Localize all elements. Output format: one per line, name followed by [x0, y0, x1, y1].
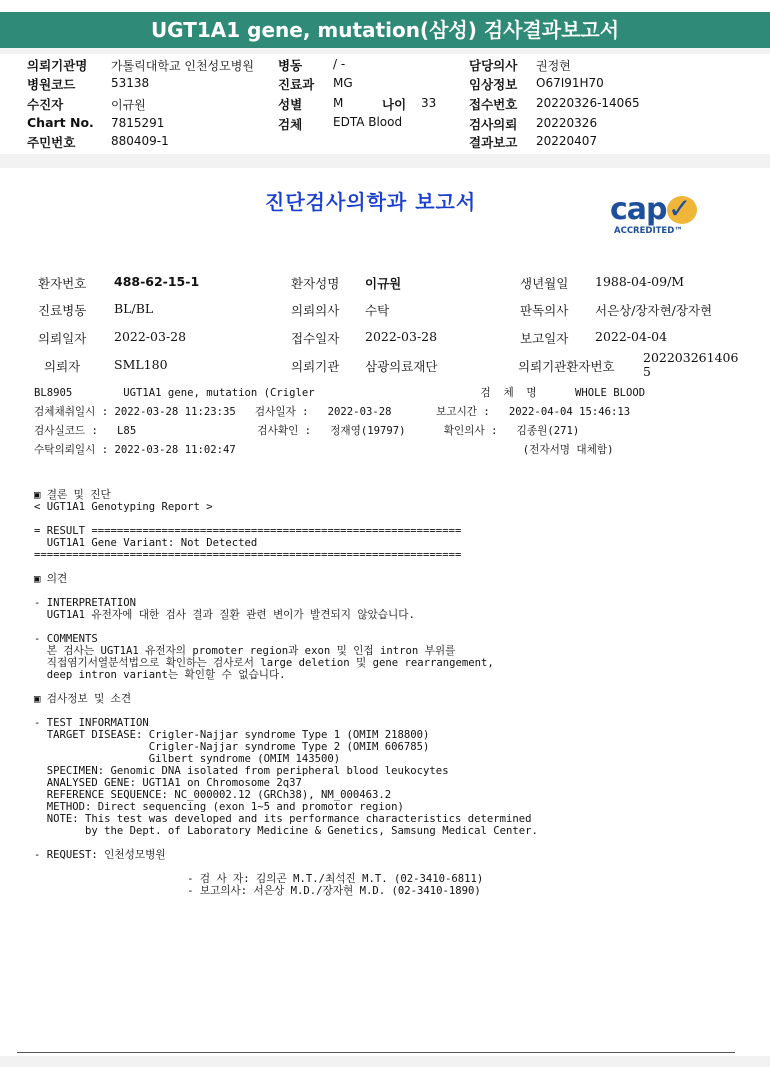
test-meta-block — [34, 384, 645, 460]
report-line — [34, 861, 538, 873]
rcvdate-value: 2022-03-28 — [365, 329, 438, 344]
dept-label: 진료과 — [278, 77, 315, 92]
inst-value: 삼광의료재단 — [365, 359, 438, 374]
patient-value: 이규원 — [111, 98, 146, 112]
report-line: SPECIMEN: Genomic DNA isolated from peripheral blood leukocytes — [34, 765, 449, 777]
ward2-value: BL/BL — [114, 301, 154, 316]
specimen-value: EDTA Blood — [333, 115, 403, 129]
instpat-label: 의뢰기관환자번호 — [518, 359, 615, 374]
report-title: UGT1A1 gene, mutation(삼성) 검사결과보고서 — [150, 18, 620, 42]
patno-value: 488-62-15-1 — [114, 274, 200, 289]
inst-label: 의뢰기관 — [291, 359, 340, 374]
request-value: 20220326 — [536, 116, 598, 130]
dob-label: 생년월일 — [520, 276, 569, 291]
report-line: Gilbert syndrome (OMIM 143500) — [34, 753, 341, 765]
name-value: 이규원 — [365, 276, 402, 291]
report-line: - COMMENTS — [34, 633, 98, 645]
clinical-label: 임상정보 — [469, 77, 518, 92]
instpat-value-2: 5 — [643, 364, 651, 379]
report-line: - 보고의사: 서은상 M.D./장자현 M.D. (02-3410-1890) — [34, 885, 481, 897]
hospital-value: 가톨릭대학교 인천성모병원 — [111, 59, 254, 73]
report-line: - 검 사 자: 김의곤 M.T./최석진 M.T. (02-3410-6811) — [34, 873, 484, 885]
report-line: UGT1A1 Gene Variant: Not Detected — [34, 537, 258, 549]
report-line: 직접염기서열분석법으로 확인하는 검사로서 large deletion 및 gene rearrangement, — [34, 657, 494, 669]
top-margin — [0, 0, 770, 12]
report-line: deep intron variant는 확인할 수 없습니다. — [34, 669, 286, 681]
report-line — [34, 561, 538, 573]
sex-label: 성별 — [278, 97, 303, 112]
report-line: NOTE: This test was developed and its performance characteristics determined — [34, 813, 532, 825]
report-line: Crigler-Najjar syndrome Type 2 (OMIM 606785) — [34, 741, 430, 753]
requester-value: SML180 — [114, 357, 168, 372]
rcvdate-label: 접수일자 — [291, 331, 340, 346]
instpat-value-1: 202203261406 — [643, 350, 739, 365]
reqdate-value: 2022-03-28 — [114, 329, 187, 344]
doctor-value: 권정현 — [536, 59, 571, 73]
report-line — [34, 681, 538, 693]
report-line: ▣ 의견 — [34, 573, 68, 585]
dept-value: MG — [333, 76, 353, 90]
report-line: ▣ 결론 및 진단 — [34, 489, 111, 501]
rrn-value: 880409-1 — [111, 134, 169, 148]
footer-divider — [17, 1052, 735, 1053]
checkmark-icon: ✓ — [668, 192, 692, 225]
receipt-label: 접수번호 — [469, 97, 518, 112]
age-label: 나이 — [382, 97, 407, 112]
reqdate-label: 의뢰일자 — [38, 331, 87, 346]
report-line: REFERENCE SEQUENCE: NC_000002.12 (GRCh38), NM_000463.2 — [34, 789, 392, 801]
code-label: 병원코드 — [27, 77, 76, 92]
chart-value: 7815291 — [111, 116, 165, 130]
document-title: 진단검사의학과 보고서 — [265, 190, 477, 214]
clinical-value: O67I91H70 — [536, 76, 604, 90]
meta-line: 검체채취일시 : 2022-03-28 11:23:35 검사일자 : 2022-03-28 보고시간 : 2022-04-04 15:46:13 — [34, 406, 631, 418]
report-line — [34, 585, 538, 597]
requester-label: 의뢰자 — [44, 359, 81, 374]
dr-label: 의뢰의사 — [291, 303, 340, 318]
cap-logo-text: cap — [610, 192, 667, 227]
report-line — [34, 837, 538, 849]
report-title-bar — [0, 12, 770, 48]
report-line — [34, 705, 538, 717]
cap-accredited-logo — [610, 192, 714, 240]
doctor-label: 담당의사 — [469, 58, 518, 73]
report-line — [34, 513, 538, 525]
hospital-label: 의뢰기관명 — [27, 58, 88, 73]
ward-label: 병동 — [278, 58, 303, 73]
report-line — [34, 621, 538, 633]
request-label: 검사의뢰 — [469, 117, 518, 132]
dob-value: 1988-04-09/M — [595, 274, 685, 289]
reader-label: 판독의사 — [520, 303, 569, 318]
accredited-text: ACCREDITED™ — [614, 226, 683, 236]
reader-value: 서은상/장자현/장자현 — [595, 303, 713, 318]
report-label: 결과보고 — [469, 135, 518, 150]
report-line: 본 검사는 UGT1A1 유전자의 promoter region과 exon 및 인접 intron 부위를 — [34, 645, 456, 657]
report-line: - INTERPRETATION — [34, 597, 137, 609]
code-value: 53138 — [111, 76, 150, 90]
dr-value: 수탁 — [365, 303, 390, 318]
chart-label: Chart No. — [27, 115, 94, 130]
report-line: = RESULT ========================================================== — [34, 525, 462, 537]
repdate-value: 2022-04-04 — [595, 329, 668, 344]
report-line: - TEST INFORMATION — [34, 717, 149, 729]
ward-value: / - — [333, 57, 346, 71]
report-line: TARGET DISEASE: Crigler-Najjar syndrome Type 1 (OMIM 218800) — [34, 729, 430, 741]
meta-line: 수탁의뢰일시 : 2022-03-28 11:02:47 (전자서명 대체함) — [34, 444, 614, 456]
rrn-label: 주민번호 — [27, 135, 76, 150]
specimen-label: 검체 — [278, 117, 303, 132]
sex-value: M — [333, 96, 344, 110]
report-line: METHOD: Direct sequencing (exon 1~5 and promotor region) — [34, 801, 404, 813]
repdate-label: 보고일자 — [520, 331, 569, 346]
report-line: ▣ 검사정보 및 소견 — [34, 693, 132, 705]
report-line: - REQUEST: 인천성모병원 — [34, 849, 166, 861]
patient-label: 수진자 — [27, 97, 64, 112]
report-body — [34, 489, 538, 897]
ward2-label: 진료병동 — [38, 303, 87, 318]
meta-line: 검사실코드 : L85 검사확인 : 정재영(19797) 확인의사 : 김종원(271) — [34, 425, 580, 437]
receipt-value: 20220326-14065 — [536, 96, 640, 110]
report-value: 20220407 — [536, 134, 598, 148]
report-line: < UGT1A1 Genotyping Report > — [34, 501, 213, 513]
report-line: =================================================================== — [34, 549, 462, 561]
name-label: 환자성명 — [291, 276, 340, 291]
meta-line: BL8905 UGT1A1 gene, mutation (Crigler 검 체 명 WHOLE BLOOD — [34, 387, 646, 399]
report-line: by the Dept. of Laboratory Medicine & Genetics, Samsung Medical Center. — [34, 825, 538, 837]
report-line: ANALYSED GENE: UGT1A1 on Chromosome 2q37 — [34, 777, 302, 789]
age-value: 33 — [421, 96, 437, 110]
patno-label: 환자번호 — [38, 276, 87, 291]
report-line: UGT1A1 유전자에 대한 검사 결과 질환 관련 변이가 발견되지 않았습니다. — [34, 609, 415, 621]
